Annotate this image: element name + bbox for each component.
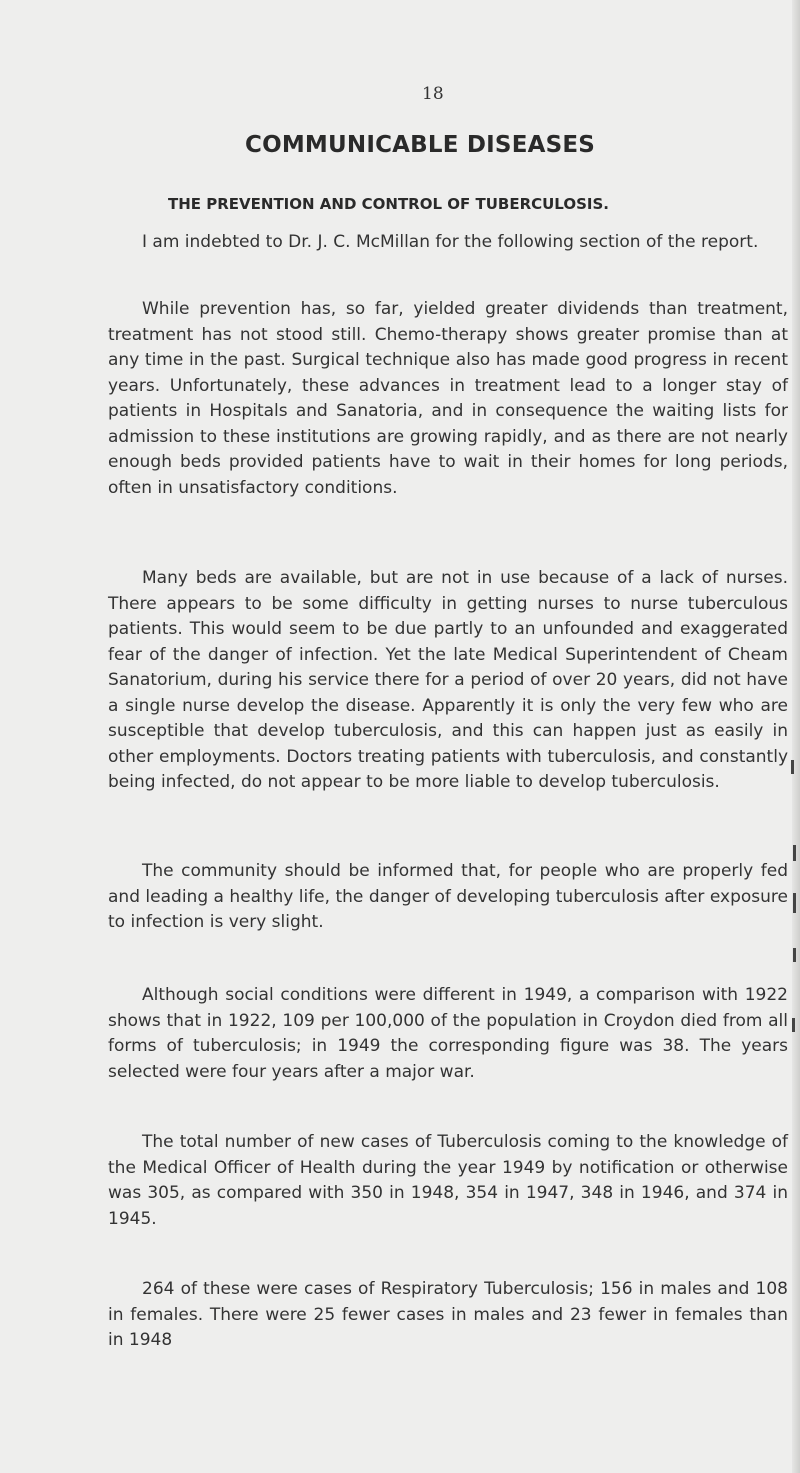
paragraph-respiratory-cases: 264 of these were cases of Respiratory Tuberculosis; 156 in males and 108 in females. There were 25 fewer cases in males and 23 fewer in females than in 1948 <box>108 1279 788 1350</box>
paragraph-treatment: While prevention has, so far, yielded greater dividends than treatment, treatment has not stood still. Chemo-therapy shows greater promise than at any time in the past. Surgical technique also has made good progress in recent years. Unfortunately, these advances in treatment lead to a longer stay of patients in Hospitals and Sanatoria, and in consequence the waiting lists for admission to these institutions are growing rapidly, and as there are not nearly enough beds provided patients have to wait in their homes for long periods, often in unsatisfactory conditions. <box>108 299 788 498</box>
section-heading: THE PREVENTION AND CONTROL OF TUBERCULOSIS. <box>168 195 609 213</box>
edge-mark <box>793 893 796 913</box>
page-title: COMMUNICABLE DISEASES <box>245 132 596 158</box>
paragraph-acknowledgement: I am indebted to Dr. J. C. McMillan for the following section of the report. <box>142 232 759 252</box>
paragraph-comparison: Although social conditions were different in 1949, a comparison with 1922 shows that in 1922, 109 per 100,000 of the population in Croydon died from all forms of tuberculosis; in 1949 the corresponding figure was 38. The years selected were four years after a major war. <box>108 985 788 1082</box>
page-number: 18 <box>422 84 444 104</box>
edge-mark <box>793 845 796 861</box>
edge-mark <box>792 1018 795 1032</box>
paragraph-new-cases: The total number of new cases of Tuberculosis coming to the knowledge of the Medical Officer of Health during the year 1949 by notification or otherwise was 305, as compared with 350 in 1948, 354 in 1947, 348 in 1946, and 374 in 1945. <box>108 1132 788 1229</box>
paragraph-community: The community should be informed that, for people who are properly fed and leading a healthy life, the danger of developing tuberculosis after exposure to infection is very slight. <box>108 861 788 932</box>
edge-mark <box>793 948 796 962</box>
page-edge-shadow <box>792 0 800 1473</box>
edge-mark <box>791 760 794 774</box>
paragraph-nursing: Many beds are available, but are not in use because of a lack of nurses. There appears to be some difficulty in getting nurses to nurse tuberculous patients. This would seem to be due partly to an unfounded and exaggerated fear of the danger of infection. Yet the late Medical Superintendent of Cheam Sanatorium, during his service there for a period of over 20 years, did not have a single nurse develop the disease. Apparently it is only the very few who are susceptible that develop tuberculosis, and this can happen just as easily in other employments. Doctors treating patients with tuberculosis, and constantly being infected, do not appear to be more liable to develop tuberculosis. <box>108 568 788 792</box>
